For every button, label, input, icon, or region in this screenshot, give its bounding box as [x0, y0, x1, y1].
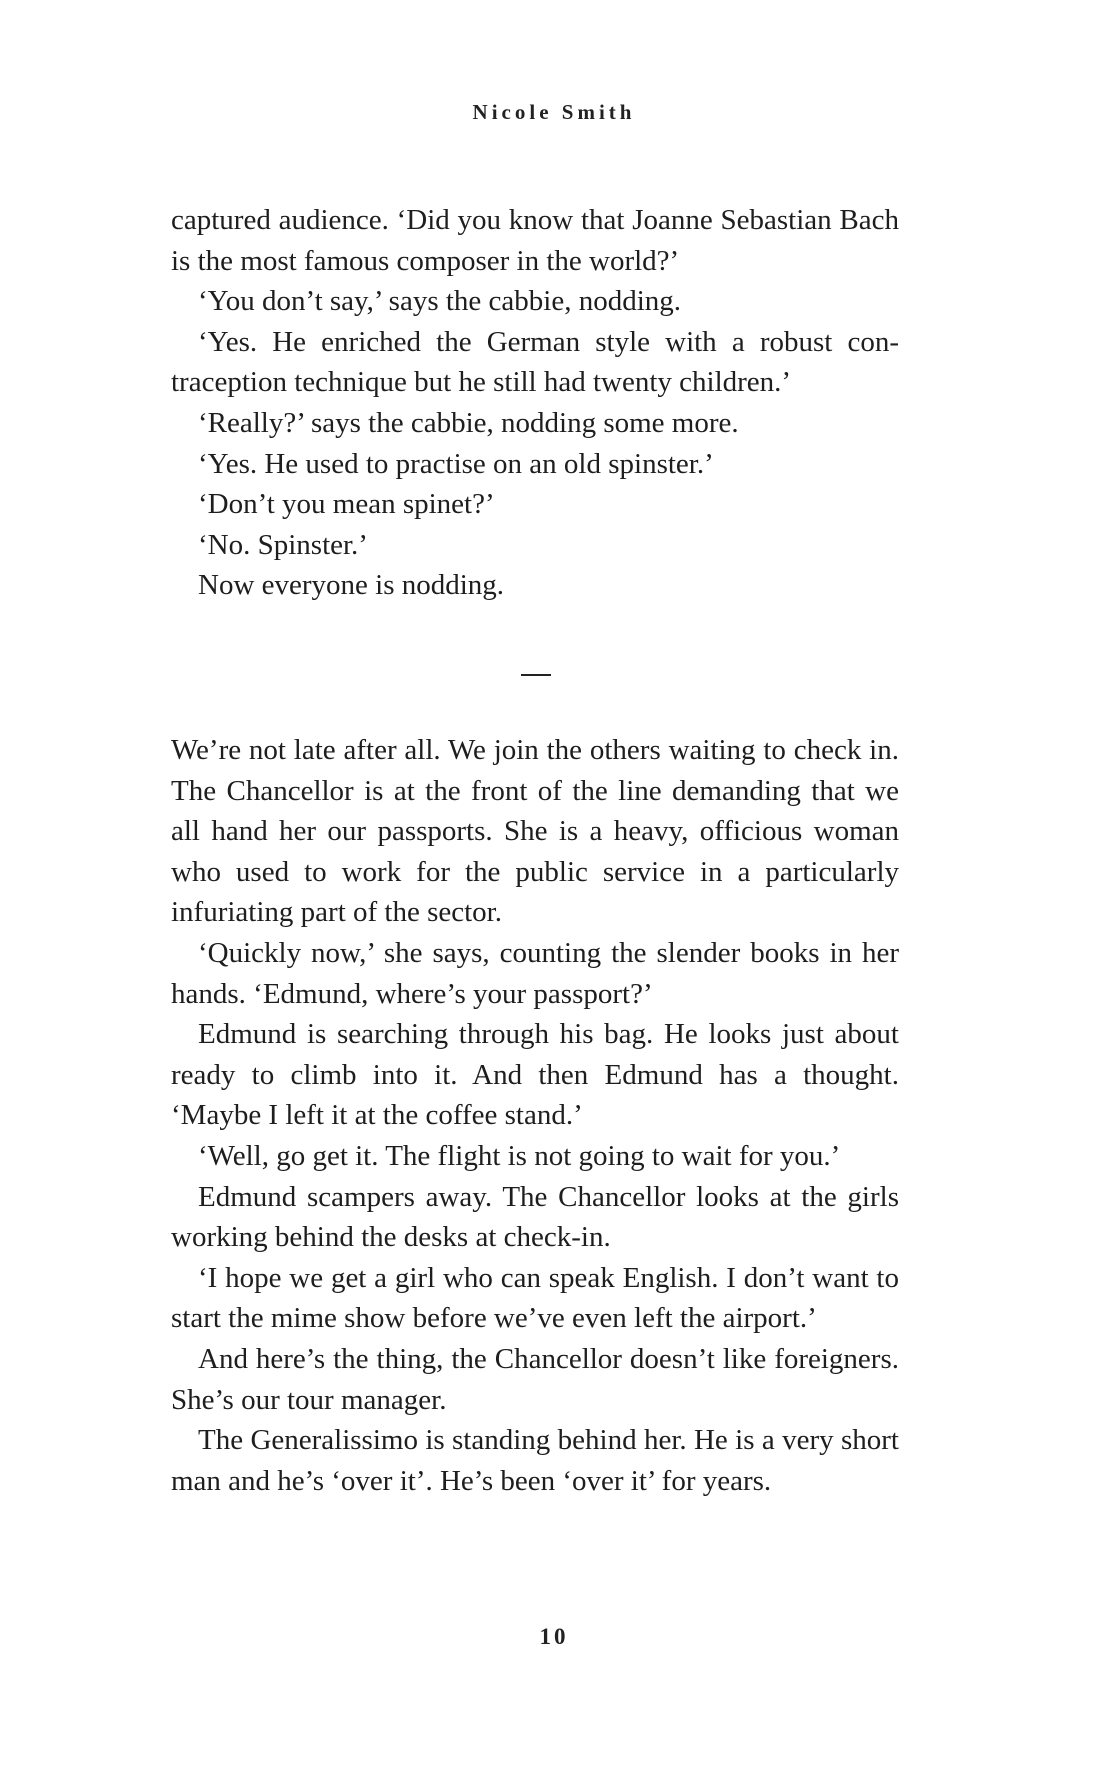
paragraph: Edmund scampers away. The Chancellor looks at the girls working behind the desks at check-in. — [171, 1180, 899, 1254]
paragraph: Now everyone is nodding. — [198, 569, 505, 602]
paragraph: The Generalissimo is standing behind her. He is a very short man and he’s ‘over it’. He’s been ‘over it’ for years. — [171, 1424, 899, 1497]
paragraph: ‘I hope we get a girl who can speak English. I don’t want to start the mime show before we’ve even left the airport.’ — [171, 1261, 899, 1335]
text-block-1 — [171, 200, 899, 606]
paragraph: ‘Really?’ says the cabbie, nodding some more. — [198, 406, 739, 439]
paragraph: Edmund is searching through his bag. He looks just about ready to climb into it. And then Edmund has a thought. ‘Maybe I left it at the coffee stand.’ — [171, 1018, 899, 1132]
paragraph: ‘Well, go get it. The flight is not going to wait for you.’ — [198, 1139, 841, 1172]
section-break-dash — [521, 674, 551, 676]
paragraph: ‘Yes. He used to practise on an old spinster.’ — [198, 447, 714, 480]
paragraph: ‘You don’t say,’ says the cabbie, nodding. — [198, 285, 682, 318]
paragraph: captured audience. ‘Did you know that Joanne Sebastian Bach is the most famous composer in the world?’ — [171, 204, 899, 277]
page-number: 10 — [539, 1624, 569, 1649]
paragraph: ‘Yes. He enriched the German style with a robust contraception technique but he still had twenty children.’ — [171, 325, 899, 399]
paragraph: ‘Don’t you mean spinet?’ — [198, 488, 495, 521]
paragraph: ‘No. Spinster.’ — [198, 528, 368, 561]
paragraph: ‘Quickly now,’ she says, counting the slender books in her hands. ‘Edmund, where’s your passport?’ — [171, 936, 899, 1010]
paragraph: We’re not late after all. We join the others waiting to check in. The Chancellor is at the front of the line demanding that we all hand her our passports. She is a heavy, officious woman who used to work for the public service in a particularly infuriating part of the sector. — [171, 734, 899, 929]
running-head-author: Nicole Smith — [472, 100, 636, 124]
text-block-2 — [171, 730, 899, 1501]
paragraph: And here’s the thing, the Chancellor doesn’t like foreigners. She’s our tour manager. — [171, 1342, 899, 1416]
